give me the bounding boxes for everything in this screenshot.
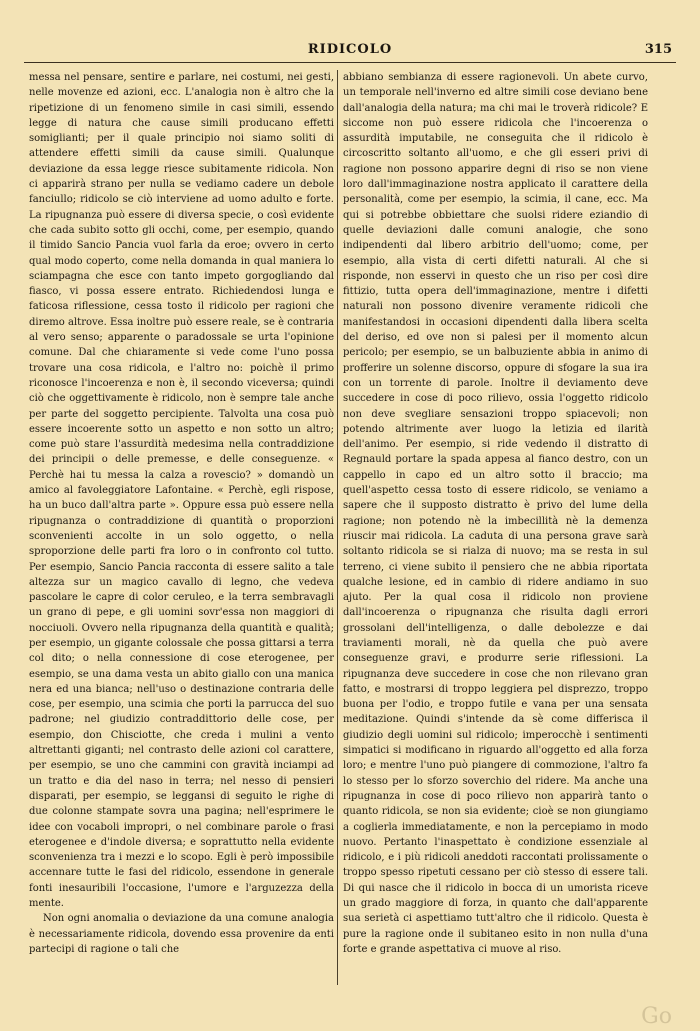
running-title: RIDICOLO — [307, 42, 393, 57]
paragraph: messa nel pensare, sentire e parlare, nei costumi, nei gesti, nelle movenze ed azioni, ecc. L'analogia non è altro che la ripetizione di un fenomeno simile in casi simili, essendo legge di natura che cause simili producano effetti somiglianti; per il quale principio noi siamo soliti di attendere effetti simili da cause simili. Qualunque deviazione da essa legge riesce subitamente ridicola. Non ci apparirà strano per nulla se vediamo cadere un debole fanciullo; ridicolo se ciò interviene ad uomo adulto e forte. La ripugnanza può essere di diversa specie, o così evidente che cada subito sotto gli occhi, come, per esempio, quando il timido Sancio Pancia vuol farla da eroe; ovvero in certo qual modo coperto, come nella domanda in qual maniera lo sciampagna che esce con tanto impeto gorgogliando dal fiasco, vi possa essere entrato. Richiedendosi lunga e faticosa riflessione, cessa tosto il ridicolo per ragioni che diremo altrove. Essa inoltre può essere reale, se è contraria al vero senso; apparente o paradossale se urta l'opinione comune. Dal che chiaramente si vede come l'uno possa trovare una cosa ridicola, e l'altro no: poichè il primo riconosce l'incoerenza e non è, il secondo viceversa; quindi ciò che oggettivamente è ridicolo, non è sempre tale anche per parte del soggetto percipiente. Talvolta una cosa può essere incoerente sotto un aspetto e non sotto un altro; come può stare l'assurdità medesima nella contraddizione dei principii o delle premesse, e delle conseguenze. « Perchè hai tu messa la calza a rovescio? » domandò un amico al favoleggiatore Lafontaine. « Perchè, egli rispose, ha un buco dall'altra parte ». Oppure essa può essere nella ripugnanza o contraddizione di quantità o proporzioni sconvenienti accolte in un solo oggetto, o nella sproporzione delle parti fra loro o in confronto col tutto. Per esempio, Sancio Pancia racconta di essere salito a tale altezza sur un magico cavallo di legno, che vedeva pascolare le capre di color ceruleo, e la terra sembravagli un grano di pepe, e gli uomini sovr'essa non maggiori di nocciuoli. Ovvero nella ripugnanza della quantità e qualità; per esempio, un gigante colossale che possa gittarsi a terra col dito; o nella connessione di cose eterogenee, per esempio, se una dama vesta un abito giallo con una manica nera ed una bianca; nell'uso o destinazione contraria delle cose, per esempio, una scimia che porti la parrucca del suo padrone; nel giudizio contraddittorio delle cose, per esempio, don Chisciotte, che creda i mulini a vento altrettanti giganti; nel contrasto delle azioni col carattere, per esempio, se uno che cammini con gravità inciampi ad un tratto e dia del naso in terra; nel nesso di pensieri disparati, per esempio, se leggansi di seguito le righe di due colonne stampate sovra una pagina; nell'esprimere le idee con vocaboli impropri, o nel combinare parole o frasi eterogenee e d'indole diversa; e soprattutto nella evidente sconvenienza tra i mezzi e lo scopo. Egli è però impossibile accennare tutte le fasi del ridicolo, essendone in generale fonti inesauribili l'occasione, l'umore e l'arguzezza della mente. — [29, 72, 334, 910]
page-number: 315 — [644, 42, 672, 57]
header-rule — [24, 62, 676, 63]
right-column — [343, 70, 648, 988]
paragraph: Non ogni anomalia o deviazione da una comune analogia è necessariamente ridicola, dovendo essa provenire da enti partecipi di ragione o tali che — [29, 913, 334, 955]
left-column — [29, 70, 334, 988]
paragraph: abbiano sembianza di essere ragionevoli. Un abete curvo, un temporale nell'inverno ed altre simili cose deviano bene dall'analogia della natura; ma chi mai le troverà ridicole? E siccome non può essere ridicola che l'incoerenza o assurdità imputabile, ne conseguita che il ridicolo è circoscritto soltanto all'uomo, e che gli esseri privi di ragione non possono apparire degni di riso se non viene loro dall'immaginazione nostra applicato il carattere della personalità, come per esempio, la scimia, il cane, ecc. Ma qui si potrebbe obbiettare che suolsi ridere eziandio di quelle deviazioni dalle comuni analogie, che sono indipendenti dal libero arbitrio dell'uomo; come, per esempio, alla vista di certi difetti naturali. Al che si risponde, non esservi in questo che un riso per così dire fittizio, tutta opera dell'immaginazione, mentre i difetti naturali non possono divenire veramente ridicoli che manifestandosi in occasioni dipendenti dalla libera scelta del deriso, ed ove non si palesi per il momento alcun pericolo; per esempio, se un balbuziente abbia in animo di profferire un solenne discorso, oppure di sfogare la sua ira con un torrente di parole. Inoltre il deviamento deve succedere in cose di poco rilievo, ossia l'oggetto ridicolo non deve svegliare sensazioni troppo spiacevoli; non potendo altrimente aver luogo la letizia ed ilarità dell'animo. Per esempio, si ride vedendo il distratto di Regnauld portare la spada appesa al fianco destro, con un cappello in capo ed un altro sotto il braccio; ma quell'aspetto cessa tosto di essere ridicolo, se veniamo a sapere che il supposto distratto è privo del lume della ragione; non potendo nè la imbecillità nè la demenza riuscir mai ridicola. La caduta di una persona grave sarà soltanto ridicola se si rialza di nuovo; ma se resta in sul terreno, ci viene subito il pensiero che ne abbia riportata qualche lesione, ed in cambio di ridere andiamo in suo ajuto. Per la qual cosa il ridicolo non proviene dall'incoerenza o ripugnanza che risulta dagli errori grossolani dell'intelligenza, o dalle debolezze e dai traviamenti morali, nè da quella che può avere conseguenze gravi, e produrre serie riflessioni. La ripugnanza deve succedere in cose che non rilevano gran fatto, e mostrarsi di troppo leggiera pel disprezzo, troppo buona per l'odio, e troppo futile e vana per una sensata meditazione. Quindi s'intende da sè come differisca il giudizio degli uomini sul ridicolo; imperocchè i sentimenti simpatici si modificano in riguardo all'oggetto ed alla forza loro; e mentre l'uno può piangere di commozione, l'altro fa lo stesso per lo sforzo soverchio del ridere. Ma anche una ripugnanza in cose di poco rilievo non apparirà tanto o quanto ridicola, se non sia evidente; cioè se non giungiamo a coglierla immediatamente, e non la percepiamo in modo nuovo. Pertanto l'inaspettato è condizione essenziale al ridicolo, e i più ridicoli aneddoti raccontati prolissamente o troppo spesso ripetuti cessano per ciò stesso di essere tali. Di qui nasce che il ridicolo in bocca di un umorista riceve un grado maggiore di forza, in quanto che dall'apparente sua serietà ci aspettiamo tutt'altro che il ridicolo. Questa è pure la ragione onde il subitaneo esito in non nulla d'una forte e grande aspettativa ci muove al riso. — [343, 72, 648, 955]
column-divider — [337, 70, 338, 985]
running-head — [24, 40, 676, 62]
watermark: Go — [641, 1004, 672, 1029]
